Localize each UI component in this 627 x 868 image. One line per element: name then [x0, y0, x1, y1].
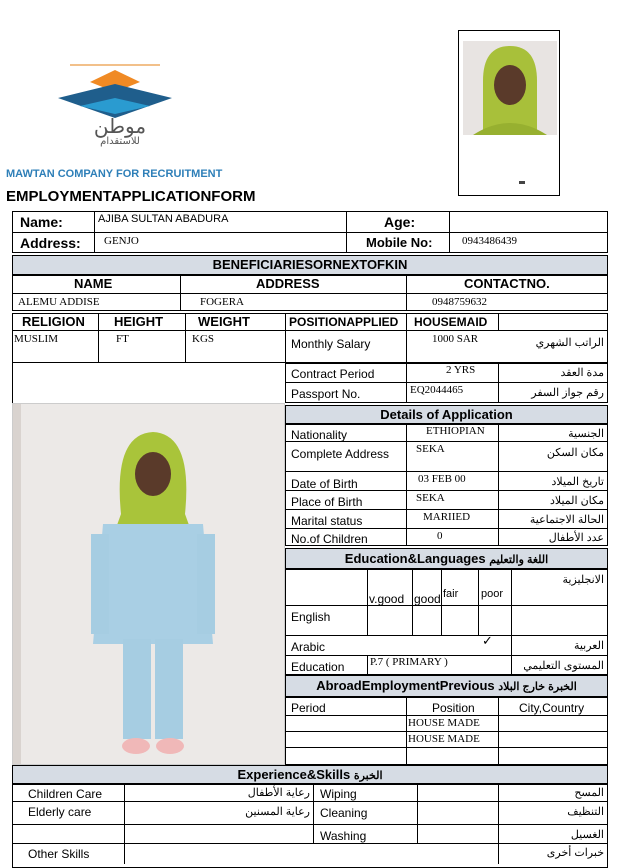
arabic-label: Arabic — [291, 640, 326, 654]
place-of-birth-value[interactable]: SEKA — [416, 492, 445, 504]
other-skills-ar: خبرات أخرى — [546, 847, 604, 859]
abroad-col-position: Position — [432, 701, 475, 715]
position-label: POSITIONAPPLIED — [289, 315, 399, 329]
other-skills-label: Other Skills — [28, 847, 90, 861]
details-header: Details of Application — [285, 405, 608, 424]
details-row-label: No.of Children — [291, 532, 368, 546]
education-ar: المستوى التعليمي — [523, 660, 604, 672]
education-header — [285, 548, 608, 569]
passport-ar: رقم جواز السفر — [531, 387, 604, 399]
mobile-label: Mobile No: — [366, 235, 433, 250]
kin-address-value[interactable]: FOGERA — [200, 296, 245, 308]
logo-arabic-text: موطن — [93, 114, 147, 138]
abroad-header-en: AbroadEmploymentPrevious — [316, 678, 495, 693]
form-title: EMPLOYMENTAPPLICATIONFORM — [6, 188, 256, 205]
name-label: Name: — [20, 214, 63, 230]
period-value[interactable]: 2 YRS — [446, 364, 476, 376]
nationality-value[interactable]: ETHIOPIAN — [426, 425, 485, 437]
abroad-header-ar: الخبرة خارج البلاد — [498, 681, 577, 693]
arabic-check-icon[interactable]: ✓ — [482, 633, 493, 648]
skills-header-en: Experience&Skills — [237, 767, 351, 782]
english-ar: الانجليزية — [562, 574, 604, 586]
age-label: Age: — [384, 214, 416, 230]
salary-value[interactable]: 1000 SAR — [432, 333, 479, 345]
kin-col-name: NAME — [74, 276, 113, 291]
kin-name-value[interactable]: ALEMU ADDISE — [18, 296, 100, 308]
weight-label: WEIGHT — [198, 314, 250, 329]
position-value[interactable]: HOUSEMAID — [414, 315, 488, 329]
abroad-header — [285, 675, 608, 697]
details-row-ar: الجنسية — [568, 428, 604, 440]
details-row-label: Place of Birth — [291, 495, 363, 509]
abroad-col-city: City,Country — [519, 701, 585, 715]
passport-value[interactable]: EQ2044465 — [410, 384, 464, 396]
period-ar: مدة العقد — [560, 367, 604, 379]
dob-value[interactable]: 03 FEB 00 — [418, 473, 466, 485]
cleaning-ar: التنظيف — [567, 806, 604, 818]
children-value[interactable]: 0 — [437, 530, 443, 542]
education-header-en: Education&Languages — [344, 551, 486, 566]
kin-col-contact: CONTACTNO. — [464, 276, 550, 291]
height-value[interactable]: FT — [116, 333, 129, 345]
kin-header: BENEFICIARIESORNEXTOFKIN — [12, 255, 608, 275]
education-header-ar: اللغة والتعليم — [489, 554, 549, 566]
skills-header — [12, 765, 608, 784]
photo-mark-icon — [519, 181, 525, 184]
education-value[interactable]: P.7 ( PRIMARY ) — [370, 656, 448, 668]
level-poor: poor — [481, 588, 504, 600]
abroad-position-value[interactable]: HOUSE MADE — [408, 733, 480, 745]
marital-status-value[interactable]: MARIIED — [423, 511, 471, 523]
children-care-label: Children Care — [28, 787, 103, 801]
elderly-care-label: Elderly care — [28, 805, 92, 819]
religion-value[interactable]: MUSLIM — [14, 333, 59, 345]
details-row-label: Complete Address — [291, 447, 390, 461]
address-field[interactable]: GENJO — [104, 235, 139, 247]
education-label: Education — [291, 660, 345, 674]
weight-value[interactable]: KGS — [192, 333, 215, 345]
details-row-label: Date of Birth — [291, 477, 358, 491]
cleaning-label: Cleaning — [320, 806, 368, 820]
level-good: good — [414, 592, 441, 606]
children-care-ar: رعاية الأطفال — [247, 787, 310, 799]
period-label: Contract Period — [291, 367, 375, 381]
company-logo — [50, 62, 180, 150]
details-row-label: Marital status — [291, 514, 363, 528]
wiping-label: Wiping — [320, 787, 357, 801]
religion-label: RELIGION — [22, 314, 85, 329]
full-body-photo — [12, 403, 285, 765]
details-row-ar: مكان الميلاد — [549, 495, 604, 507]
abroad-position-value[interactable]: HOUSE MADE — [408, 717, 480, 729]
details-row-ar: عدد الأطفال — [548, 532, 604, 544]
washing-ar: الغسيل — [570, 829, 604, 841]
mobile-field[interactable]: 0943486439 — [462, 235, 517, 247]
passport-photo — [463, 41, 557, 135]
details-row-ar: مكان السكن — [546, 447, 604, 459]
logo-arabic-subtext: للاستقدام — [100, 136, 140, 147]
details-row-ar: تاريخ الميلاد — [551, 476, 604, 488]
elderly-care-ar: رعاية المسنين — [245, 806, 310, 818]
height-label: HEIGHT — [114, 314, 164, 329]
name-field[interactable]: AJIBA SULTAN ABADURA — [98, 213, 229, 225]
passport-label: Passport No. — [291, 387, 361, 401]
wiping-ar: المسح — [574, 787, 604, 799]
salary-ar: الراتب الشهري — [535, 337, 604, 349]
level-vgood: v.good — [369, 592, 405, 606]
washing-label: Washing — [320, 829, 367, 843]
salary-label: Monthly Salary — [291, 337, 371, 351]
complete-address-value[interactable]: SEKA — [416, 443, 445, 455]
skills-header-ar: الخبرة — [353, 770, 383, 782]
details-row-label: Nationality — [291, 428, 348, 442]
address-label: Address: — [20, 235, 81, 251]
abroad-col-period: Period — [291, 701, 326, 715]
arabic-ar: العربية — [573, 640, 604, 652]
company-name: MAWTAN COMPANY FOR RECRUITMENT — [6, 168, 223, 180]
kin-col-address: ADDRESS — [256, 276, 320, 291]
kin-contact-value[interactable]: 0948759632 — [432, 296, 487, 308]
english-label: English — [291, 610, 331, 624]
level-fair: fair — [443, 588, 459, 600]
passport-photo-frame — [458, 30, 560, 196]
logo-mark-icon — [50, 62, 180, 122]
details-row-ar: الحالة الاجتماعية — [529, 514, 604, 526]
